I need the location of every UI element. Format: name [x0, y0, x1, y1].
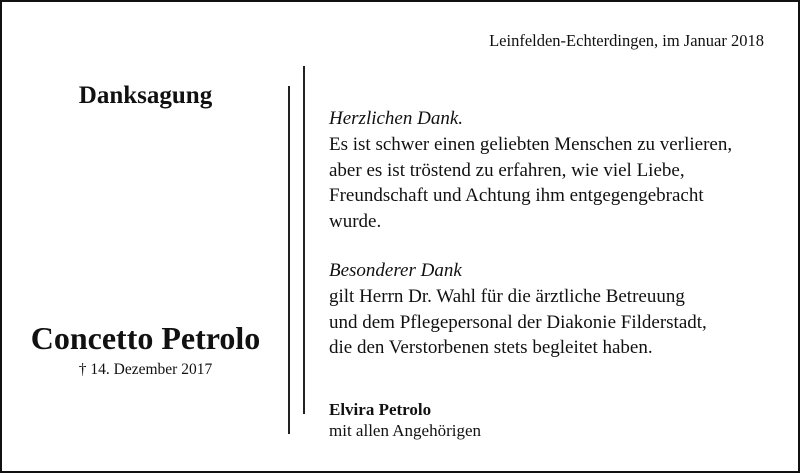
- deceased-name: Concetto Petrolo: [30, 320, 261, 356]
- special-thanks-line: und dem Pflegepersonal der Diakonie Filderstadt,: [329, 311, 707, 333]
- divider-line-left: [288, 86, 290, 434]
- notice-heading: Danksagung: [78, 82, 213, 109]
- deceased-death-date: † 14. Dezember 2017: [78, 361, 213, 378]
- special-thanks-paragraph: [329, 258, 707, 361]
- signer-name: Elvira Petrolo: [329, 400, 432, 419]
- thanks-lead: Herzlichen Dank.: [329, 108, 464, 129]
- thanks-line: wurde.: [329, 211, 382, 233]
- divider-line-right: [303, 66, 305, 414]
- signer-family: mit allen Angehörigen: [329, 421, 482, 440]
- special-thanks-lead: Besonderer Dank: [329, 260, 462, 281]
- thanks-line: aber es ist tröstend zu erfahren, wie viel Liebe,: [329, 159, 685, 181]
- special-thanks-line: die den Verstorbenen stets begleitet haben.: [329, 337, 653, 359]
- place-date: Leinfelden-Echterdingen, im Januar 2018: [489, 31, 764, 50]
- thanks-line: Freundschaft und Achtung ihm entgegengebracht: [329, 185, 704, 207]
- thanks-line: Es ist schwer einen geliebten Menschen zu verlieren,: [329, 133, 733, 155]
- thanks-paragraph: [329, 106, 732, 235]
- special-thanks-line: gilt Herrn Dr. Wahl für die ärztliche Betreuung: [329, 285, 685, 307]
